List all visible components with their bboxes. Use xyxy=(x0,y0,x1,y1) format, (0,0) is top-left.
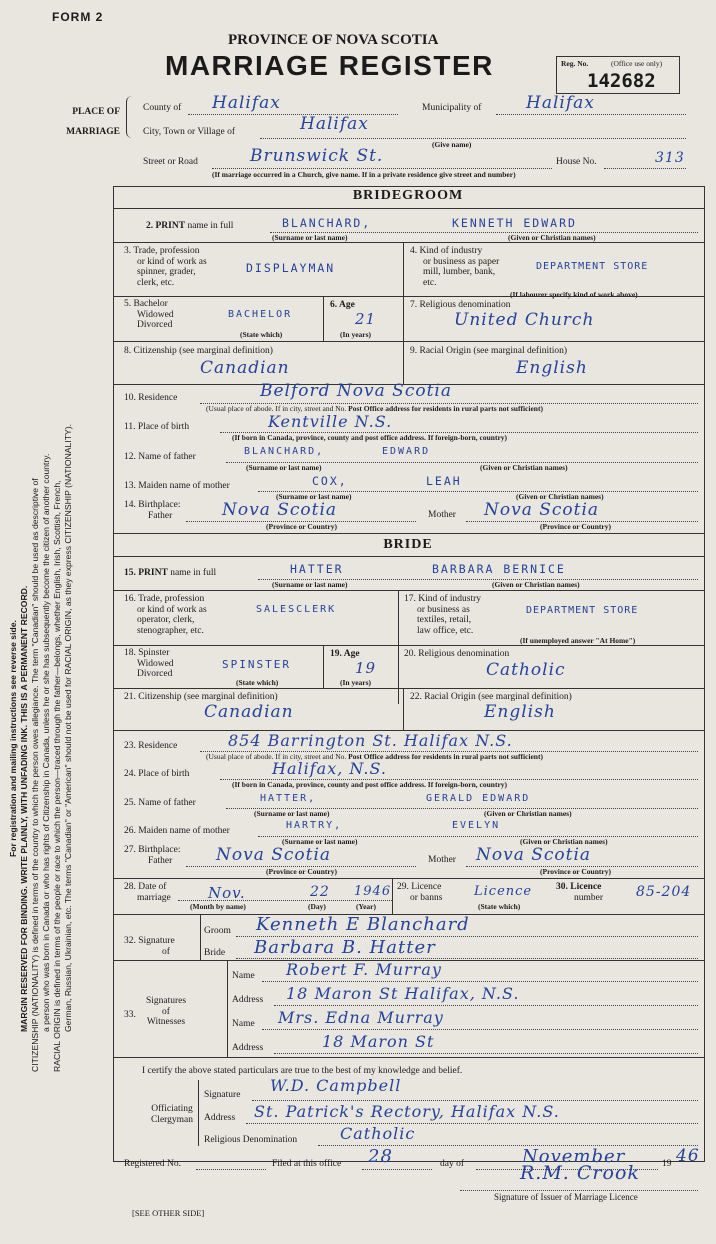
bride-citizenship: Canadian xyxy=(204,702,294,722)
marriage-day: 22 xyxy=(310,884,330,900)
groom-status: BACHELOR xyxy=(228,309,293,320)
county-value: Halifax xyxy=(212,93,281,113)
bride-father-bp-caption: (Province or Country) xyxy=(266,867,337,876)
year-caption: (Year) xyxy=(356,902,376,911)
witness1-name: Robert F. Murray xyxy=(286,960,442,979)
county-label: County of xyxy=(143,103,182,113)
bride-father-surname: HATTER, xyxy=(260,793,317,804)
year-prefix: 19 xyxy=(662,1159,672,1169)
bride-industry-note: (If unemployed answer "At Home") xyxy=(520,636,636,645)
f2-label: 2. PRINT name in full xyxy=(146,221,234,231)
clergy-denomination: Catholic xyxy=(340,1124,416,1143)
groom-given-caption: (Given or Christian names) xyxy=(508,233,596,242)
groom-mother-birthplace: Nova Scotia xyxy=(484,500,600,520)
bride-surname-caption: (Surname or last name) xyxy=(272,580,348,589)
bride-mother-sn-caption: (Surname or last name) xyxy=(282,837,358,846)
bride-surname: HATTER xyxy=(290,562,344,576)
f7-label: 7. Religious denomination xyxy=(410,300,511,310)
bridegroom-heading: BRIDEGROOM xyxy=(352,188,464,203)
groom-given-names: KENNETH EDWARD xyxy=(452,216,577,230)
groom-racial-origin: English xyxy=(516,358,588,378)
w2-name-label: Name xyxy=(232,1019,255,1029)
bride-age: 19 xyxy=(355,659,377,677)
f24-label: 24. Place of birth xyxy=(124,769,190,779)
groom-residence-caption: (Usual place of abode. If in city, street and No. Post Office address for residents in rural parts not sufficient) xyxy=(206,404,543,413)
page-title: MARRIAGE REGISTER xyxy=(165,50,494,81)
groom-mother-given: LEAH xyxy=(426,474,462,488)
filed-month: November xyxy=(522,1146,626,1167)
f16-label: 16. Trade, profession or kind of work as operator, clerk, stenographer, etc. xyxy=(124,594,207,636)
f19-label: 19. Age xyxy=(330,649,360,659)
place-label: PLACE OF MARRIAGE xyxy=(66,107,120,137)
groom-father-given: EDWARD xyxy=(382,446,431,457)
groom-trade: DISPLAYMAN xyxy=(246,261,336,275)
place-brace xyxy=(126,96,133,138)
f22-label: 22. Racial Origin (see marginal definition) xyxy=(410,692,572,702)
form-label: FORM 2 xyxy=(52,10,104,24)
bride-status: SPINSTER xyxy=(222,658,291,671)
groom-father-bp-caption: (Province or Country) xyxy=(266,522,337,531)
margin-line-1: For registration and mailing instructions see reverse side. xyxy=(8,620,18,857)
bride-father-given: GERALD EDWARD xyxy=(426,793,531,804)
bride-racial-origin: English xyxy=(484,702,556,722)
bride-industry: DEPARTMENT STORE xyxy=(526,605,639,616)
clergy-signature: W.D. Campbell xyxy=(270,1076,402,1095)
bride-birthplace-caption: (If born in Canada, province, county and post office address. If foreign-born, country) xyxy=(232,780,508,789)
f33-label: 33. xyxy=(124,1010,136,1020)
f10-label: 10. Residence xyxy=(124,393,178,403)
clergy-address-label: Address xyxy=(204,1113,236,1123)
f30-label: 30. Licence number xyxy=(556,882,604,903)
groom-mother-bp-label: Mother xyxy=(428,510,456,520)
groom-status-caption: (State which) xyxy=(240,330,283,339)
reg-no-label: Reg. No. xyxy=(561,59,589,68)
f17-label: 17. Kind of industry or business as textiles, retail, law office, etc. xyxy=(404,594,482,636)
groom-age-caption: (In years) xyxy=(340,330,372,339)
margin-line-4: a person who was born in Canada or who has rights of Citizenship in Canada, unless he or she has subsequently become the citizen of another country. xyxy=(41,453,51,1032)
bride-given-caption: (Given or Christian names) xyxy=(492,580,580,589)
licence-number: 85-204 xyxy=(636,884,692,900)
city-label: City, Town or Village of xyxy=(143,127,235,137)
margin-line-5: RACIAL ORIGIN is defined in terms of the people or race to which the person—traced through the father—belongs, whether English, Irish, Scottish, French, xyxy=(52,480,62,1072)
municipality-value: Halifax xyxy=(526,93,595,113)
witness1-address: 18 Maron St Halifax, N.S. xyxy=(286,984,520,1003)
w1-name-label: Name xyxy=(232,971,255,981)
w2-address-label: Address xyxy=(232,1043,264,1053)
witness-label: Signatures of Witnesses xyxy=(145,996,187,1027)
f18-label: 18. Spinster Widowed Divorced xyxy=(124,648,174,679)
bride-residence-caption: (Usual place of abode. If in city, street and No. Post Office address for residents in rural parts not sufficient) xyxy=(206,752,543,761)
day-caption: (Day) xyxy=(308,902,326,911)
f5-label: 5. Bachelor Widowed Divorced xyxy=(124,299,174,330)
day-of-label: day of xyxy=(440,1159,465,1169)
f4-label: 4. Kind of industry or business as paper mill, lumber, bank, etc. xyxy=(410,246,500,288)
certify-statement: I certify the above stated particulars are true to the best of my knowledge and belief. xyxy=(142,1066,463,1076)
witness2-name: Mrs. Edna Murray xyxy=(278,1008,444,1027)
f21-label: 21. Citizenship (see marginal definition) xyxy=(124,692,278,702)
f3-label: 3. Trade, profession or kind of work as spinner, grader, clerk, etc. xyxy=(124,246,207,288)
bride-age-caption: (In years) xyxy=(340,678,372,687)
groom-father-birthplace: Nova Scotia xyxy=(222,500,338,520)
bride-signature: Barbara B. Hatter xyxy=(254,937,436,958)
witness2-address: 18 Maron St xyxy=(322,1032,435,1051)
f28-label: 28. Date of marriage xyxy=(124,882,171,903)
bride-mother-gn-caption: (Given or Christian names) xyxy=(520,837,608,846)
see-other-side: [SEE OTHER SIDE] xyxy=(132,1208,205,1218)
groom-mother-gn-caption: (Given or Christian names) xyxy=(516,492,604,501)
bride-birthplace: Halifax, N.S. xyxy=(272,759,387,778)
filed-label: Filed at this office xyxy=(272,1159,342,1169)
groom-father-surname: BLANCHARD, xyxy=(244,446,325,457)
groom-father-sn-caption: (Surname or last name) xyxy=(246,463,322,472)
groom-signature: Kenneth E Blanchard xyxy=(256,914,470,935)
groom-citizenship: Canadian xyxy=(200,358,290,378)
bride-mother-given: EVELYN xyxy=(452,820,501,831)
f12-label: 12. Name of father xyxy=(124,452,196,462)
reg-no-note: (Office use only) xyxy=(611,59,663,68)
bride-mother-bp-caption: (Province or Country) xyxy=(540,867,611,876)
bride-sig-label: Bride xyxy=(204,948,226,958)
reg-no-box xyxy=(556,56,680,94)
province-heading: PROVINCE OF NOVA SCOTIA xyxy=(228,32,439,48)
month-caption: (Month by name) xyxy=(190,902,246,911)
street-value: Brunswick St. xyxy=(250,146,384,166)
bride-status-caption: (State which) xyxy=(236,678,279,687)
licence-or-banns-caption: (State which) xyxy=(478,902,521,911)
f32-label: 32. Signature of xyxy=(124,936,175,957)
filed-year: 46 xyxy=(676,1146,700,1166)
groom-religion: United Church xyxy=(454,310,595,330)
bride-religion: Catholic xyxy=(486,660,566,680)
give-name-note: (Give name) xyxy=(432,140,472,149)
clergy-denomination-label: Religious Denomination xyxy=(204,1135,298,1145)
groom-sig-label: Groom xyxy=(204,926,231,936)
margin-line-3: CITIZENSHIP (NATIONALITY) is defined in terms of the country to which the person owes allegiance. The term "Canadian" should be used as descriptive of xyxy=(30,478,40,1072)
bride-father-sn-caption: (Surname or last name) xyxy=(254,809,330,818)
f23-label: 23. Residence xyxy=(124,741,178,751)
groom-surname: BLANCHARD, xyxy=(282,216,372,230)
street-label: Street or Road xyxy=(143,157,198,167)
f6-label: 6. Age xyxy=(330,300,355,310)
groom-mother-surname: COX, xyxy=(312,474,348,488)
groom-mother-bp-caption: (Province or Country) xyxy=(540,522,611,531)
officiating-label: Officiating Clergyman xyxy=(150,1104,194,1125)
groom-surname-caption: (Surname or last name) xyxy=(272,233,348,242)
f26-label: 26. Maiden name of mother xyxy=(124,826,230,836)
groom-industry-note: (If labourer specify kind of work above) xyxy=(510,290,638,299)
bride-mother-birthplace: Nova Scotia xyxy=(476,845,592,865)
margin-line-6: German, Russian, Ukrainian, etc. The terms "Canadian" or "American" should not be used for RACIAL ORIGIN, as they express CITIZENSHIP (NATIONALITY). xyxy=(63,424,73,1032)
licence-or-banns: Licence xyxy=(474,884,533,899)
f11-label: 11. Place of birth xyxy=(124,422,190,432)
municipality-label: Municipality of xyxy=(422,103,482,113)
house-label: House No. xyxy=(556,157,597,167)
reg-no-value: 142682 xyxy=(587,70,656,92)
groom-residence: Belford Nova Scotia xyxy=(260,381,452,401)
groom-birthplace-caption: (If born in Canada, province, county and post office address. If foreign-born, country) xyxy=(232,433,508,442)
bride-residence: 854 Barrington St. Halifax N.S. xyxy=(228,731,513,750)
marriage-year: 1946 xyxy=(354,884,392,899)
issuer-label: Signature of Issuer of Marriage Licence xyxy=(494,1192,638,1202)
bride-father-birthplace: Nova Scotia xyxy=(216,845,332,865)
bride-given-names: BARBARA BERNICE xyxy=(432,562,566,576)
bride-father-gn-caption: (Given or Christian names) xyxy=(484,809,572,818)
marriage-month: Nov. xyxy=(208,884,246,902)
f20-label: 20. Religious denomination xyxy=(404,649,510,659)
f15-label: 15. PRINT name in full xyxy=(124,568,217,578)
bride-mother-surname: HARTRY, xyxy=(286,820,343,831)
groom-mother-sn-caption: (Surname or last name) xyxy=(276,492,352,501)
f9-label: 9. Racial Origin (see marginal definition) xyxy=(410,346,568,356)
f29-label: 29. Licence or banns xyxy=(397,882,443,903)
groom-industry: DEPARTMENT STORE xyxy=(536,261,649,272)
bride-mother-bp-label: Mother xyxy=(428,855,456,865)
registered-no-label: Registered No. xyxy=(124,1159,181,1169)
f25-label: 25. Name of father xyxy=(124,798,196,808)
issuer-signature: R.M. Crook xyxy=(520,1162,640,1184)
groom-age: 21 xyxy=(355,310,377,328)
f13-label: 13. Maiden name of mother xyxy=(124,481,230,491)
house-value: 313 xyxy=(655,150,685,166)
f27-label: 27. Birthplace: Father xyxy=(124,845,181,866)
f14-label: 14. Birthplace: Father xyxy=(124,500,181,521)
filed-day: 28 xyxy=(368,1146,393,1167)
bride-trade: SALESCLERK xyxy=(256,604,337,615)
f8-label: 8. Citizenship (see marginal definition) xyxy=(124,346,273,356)
bride-heading: BRIDE xyxy=(383,537,433,552)
clergy-sig-label: Signature xyxy=(204,1090,241,1100)
groom-birthplace: Kentville N.S. xyxy=(268,412,393,431)
w1-address-label: Address xyxy=(232,995,264,1005)
city-value: Halifax xyxy=(300,114,369,134)
groom-father-gn-caption: (Given or Christian names) xyxy=(480,463,568,472)
street-note: (If marriage occurred in a Church, give name. If in a private residence give street and number) xyxy=(212,170,516,179)
margin-line-2: MARGIN RESERVED FOR BINDING. WRITE PLAINLY, WITH UNFADING INK. THIS IS A PERMANENT RECORD. xyxy=(19,585,29,1032)
clergy-address: St. Patrick's Rectory, Halifax N.S. xyxy=(254,1102,560,1121)
